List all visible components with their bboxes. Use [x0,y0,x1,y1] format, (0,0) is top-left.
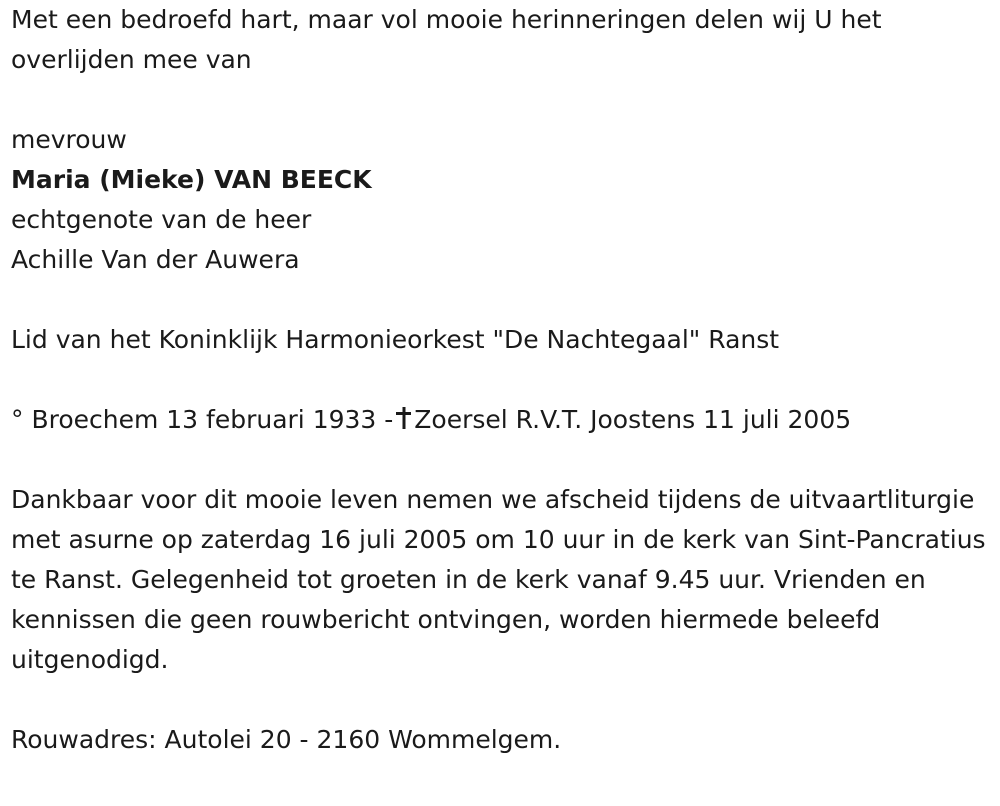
membership-text: Lid van het Koninklijk Harmonieorkest "De Nachtegaal" Ranst [11,325,780,354]
intro-text: Met een bedroefd hart, maar vol mooie herinneringen delen wij U het overlijden mee van [11,5,882,74]
spacer [11,80,993,120]
spacer [11,440,993,480]
dates-line [11,400,993,440]
death-info: Zoersel R.V.T. Joostens 11 juli 2005 [414,405,852,434]
deceased-name: Maria (Mieke) VAN BEECK [11,165,372,194]
spacer [11,360,993,400]
ceremony-text: Dankbaar voor dit mooie leven nemen we afscheid tijdens de uitvaartliturgie met asurne op zaterdag 16 juli 2005 om 10 uur in de kerk van Sint-Pancratius te Ranst. Gelegenheid tot groeten in de kerk vanaf 9.45 uur. Vrienden en kennissen die geen rouwbericht ontvingen, worden hiermede beleefd uitgenodigd. [11,485,986,674]
obituary-notice [11,0,993,760]
spacer [11,680,993,720]
honorific: mevrouw [11,125,127,154]
spacer [11,280,993,320]
mourning-address: Rouwadres: Autolei 20 - 2160 Wommelgem. [11,725,562,754]
latin-cross-icon [396,407,411,430]
birth-info: ° Broechem 13 februari 1933 - [11,405,394,434]
relation-text: echtgenote van de heer [11,205,312,234]
spouse-name: Achille Van der Auwera [11,245,300,274]
